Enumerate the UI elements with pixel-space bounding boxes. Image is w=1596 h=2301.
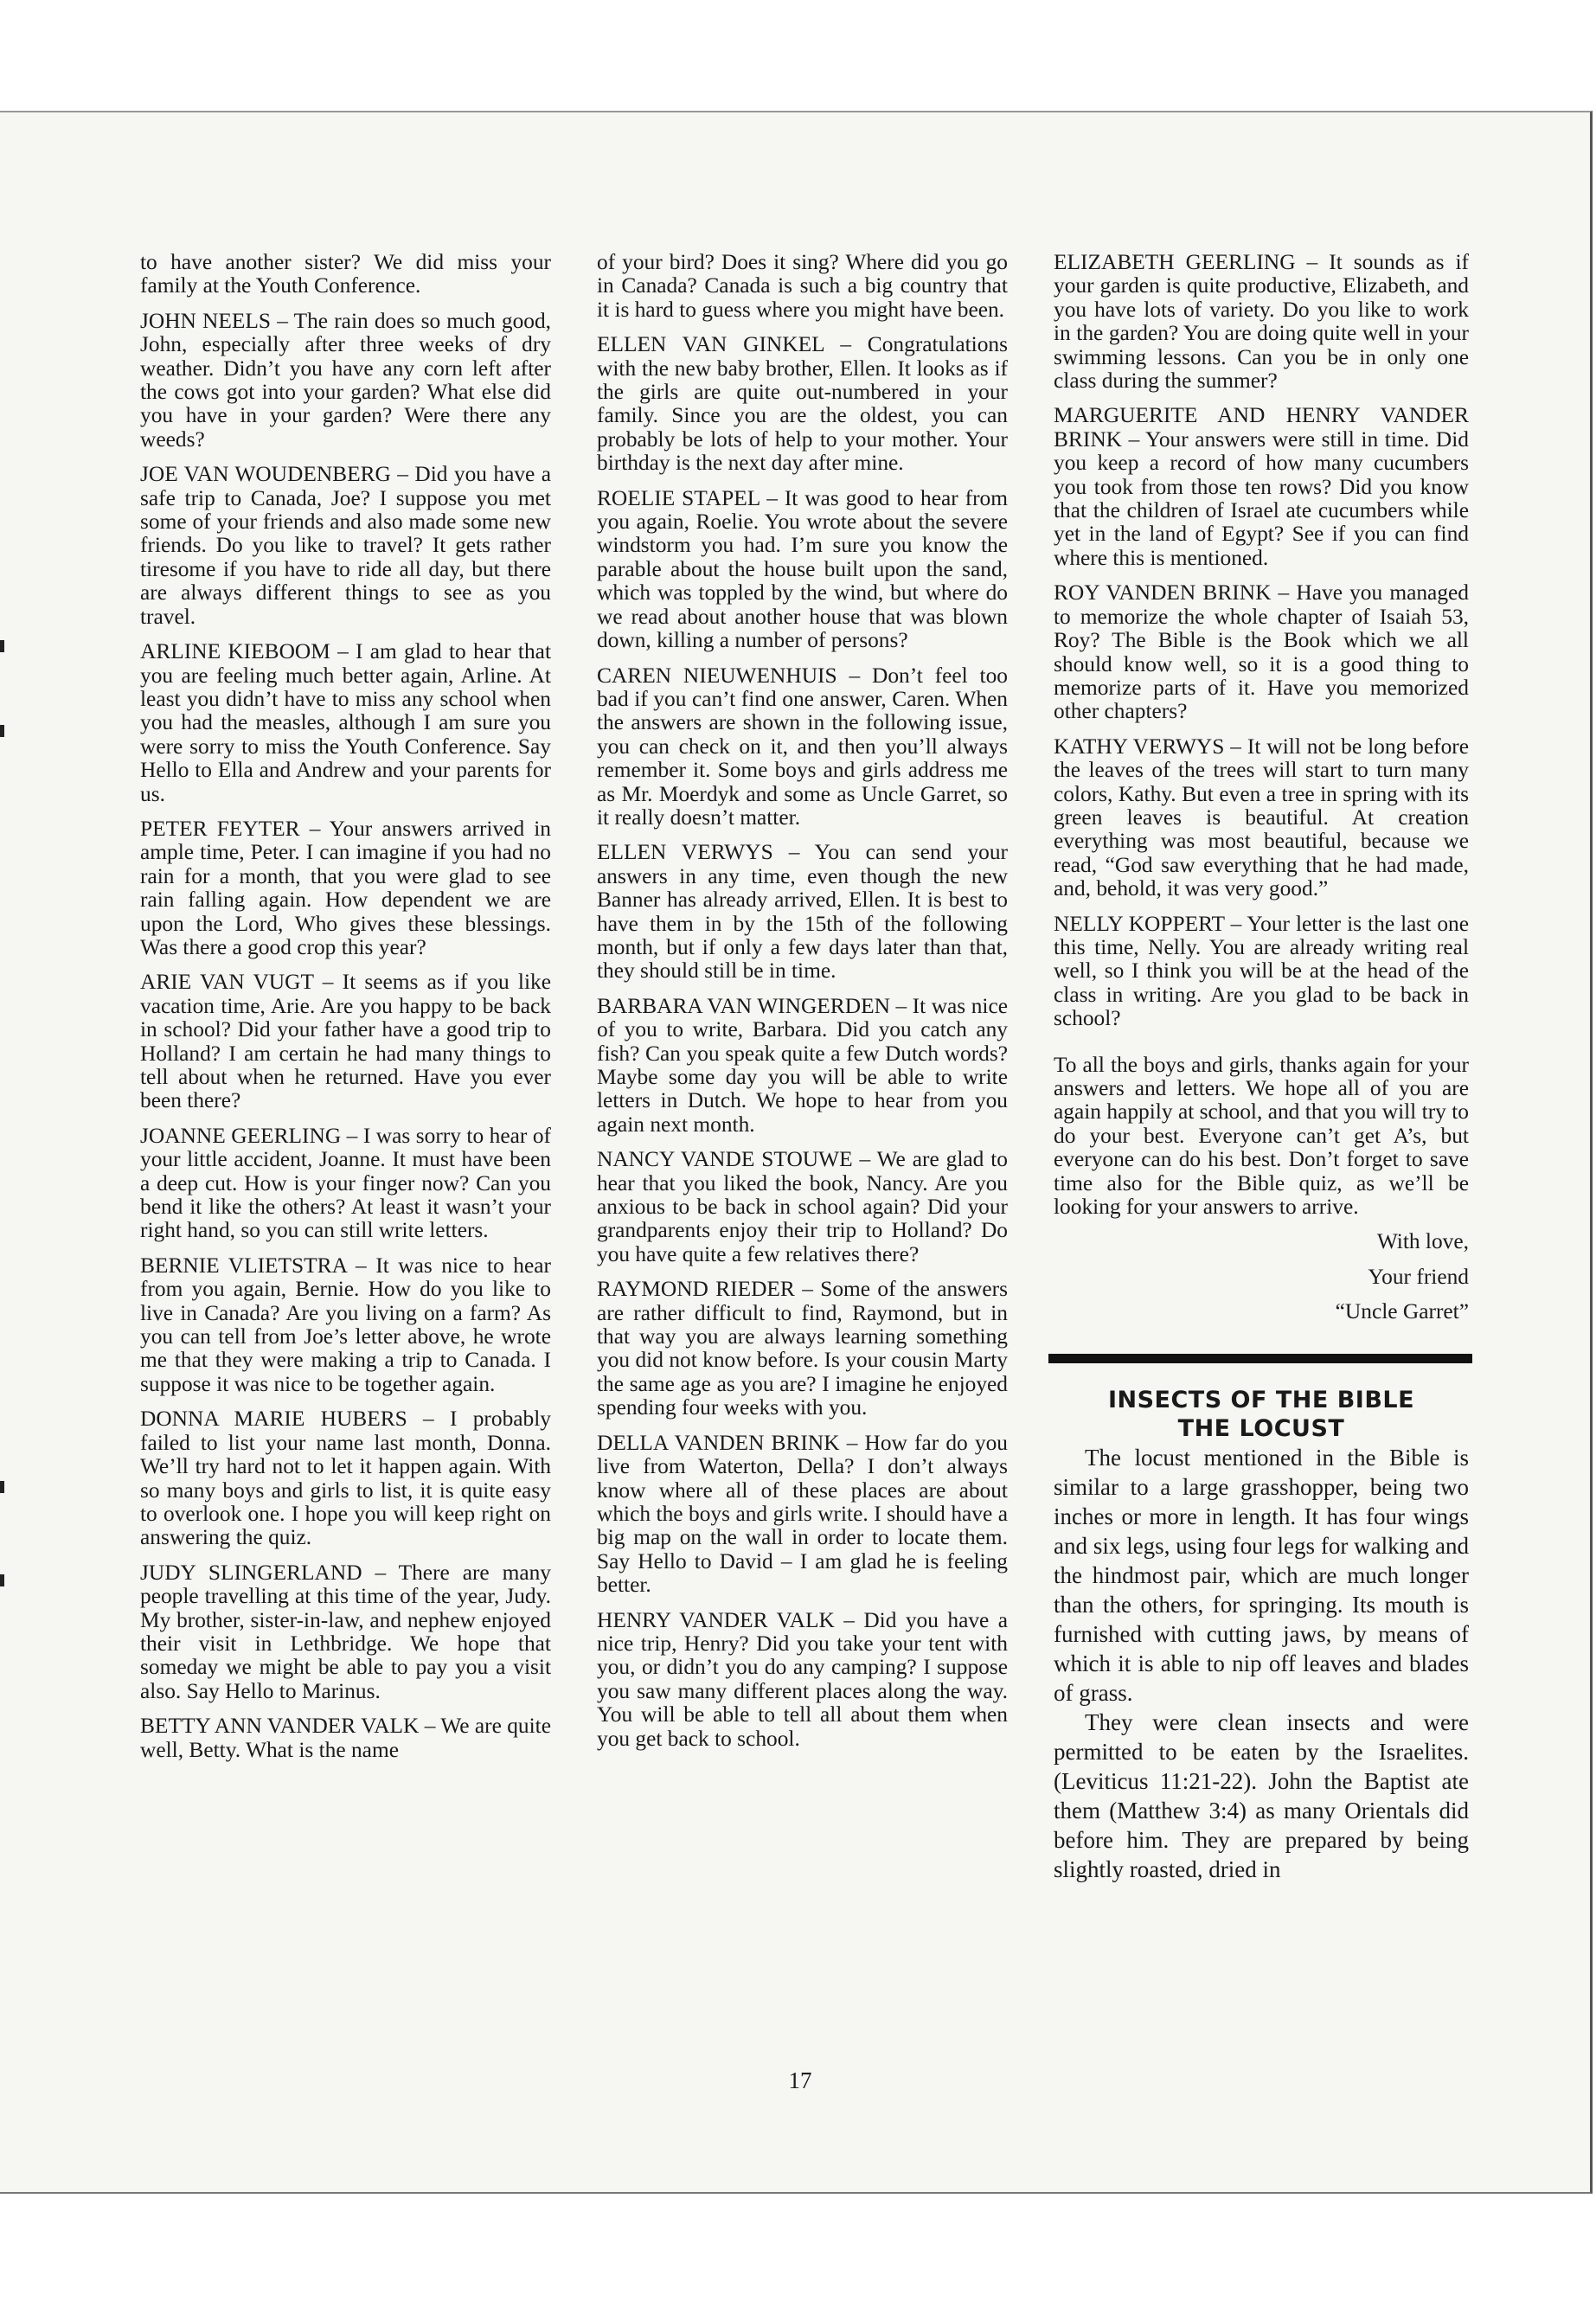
letter-reply: BETTY ANN VANDER VALK – We are quite well, Betty. What is the name — [140, 1714, 551, 1762]
letter-reply: DELLA VANDEN BRINK – How far do you live from Waterton, Della? I don’t always know where all of these places are about which the boys and girls write. I should have a big map on the wall in order to locate them. Say Hello to David – I am glad he is feeling better. — [597, 1430, 1008, 1598]
letter-reply: HENRY VANDER VALK – Did you have a nice trip, Henry? Did you take your tent with you, or didn’t you do any camping? I suppose you saw many different places along the way. You will be able to tell all about them when you get back to school. — [597, 1607, 1008, 1751]
article-body — [1054, 1443, 1469, 1884]
letter-reply: MARGUERITE AND HENRY VANDER BRINK – Your answers were still in time. Did you keep a record of how many cucumbers you took from those ten rows? Did you know that the children of Israel ate cucumbers while yet in the land of Egypt? See if you can find where this is mentioned. — [1054, 403, 1469, 570]
letter-reply: NELLY KOPPERT – Your letter is the last one this time, Nelly. You are already writing real well, so I think you will be at the head of the class in writing. Are you glad to be back in school? — [1054, 911, 1469, 1031]
letter-reply: NANCY VANDE STOUWE – We are glad to hear that you liked the book, Nancy. Are you anxious to be back in school again? Did your grandparents enjoy their trip to Holland? Do you have quite a few relatives there? — [597, 1147, 1008, 1266]
letter-reply: JUDY SLINGERLAND – There are many people travelling at this time of the year, Judy. My brother, sister-in-law, and nephew enjoyed their visit in Lethbridge. We hope that someday we might be able to pay you a visit also. Say Hello to Marinus. — [140, 1560, 551, 1703]
letter-reply: ROY VANDEN BRINK – Have you managed to memorize the whole chapter of Isaiah 53, Roy? The Bible is the Book which we all should know well, so it is a good thing to memorize parts of it. Have you memorized other chapters? — [1054, 580, 1469, 724]
column-right — [1054, 251, 1469, 1884]
letter-reply: ARIE VAN VUGT – It seems as if you like vacation time, Arie. Are you happy to be back in school? Did your father have a good trip to Holland? I am certain he had many things to tell about when he returned. Have you ever been there? — [140, 970, 551, 1113]
letter-reply: ELLEN VERWYS – You can send your answers in any time, even though the new Banner has already arrived, Ellen. It is best to have them in by the 15th of the following month, but if only a few days later than that, they should still be in time. — [597, 840, 1008, 984]
signature: “Uncle Garret” — [1335, 1299, 1469, 1324]
letter-reply: KATHY VERWYS – It will not be long before the leaves of the trees will start to turn many colors, Kathy. But even a tree in spring with its green leaves is beautiful. At creation everything was most beautiful, because we read, “God saw everything that he had made, and, behold, it was very good.” — [1054, 734, 1469, 901]
letter-reply: DONNA MARIE HUBERS – I probably failed to list your name last month, Donna. We’ll try hard not to let it happen again. With so many boys and girls to list, it is quite easy to overlook one. I hope you will keep right on answering the quiz. — [140, 1407, 551, 1550]
margin-mark — [0, 1574, 4, 1586]
letter-reply: JOE VAN WOUDENBERG – Did you have a safe trip to Canada, Joe? I suppose you met some of your friends and also made some new friends. Do you like to travel? It gets rather tiresome if you have to ride all day, but there are always different things to see as you travel. — [140, 462, 551, 629]
article-title: INSECTS OF THE BIBLE — [1107, 1386, 1415, 1413]
margin-mark — [0, 640, 4, 652]
letter-reply: ROELIE STAPEL – It was good to hear from you again, Roelie. You wrote about the severe windstorm you had. I’m sure you know the parable about the house built upon the sand, which was toppled by the wind, but where do we read about another house that was blown down, killing a number of persons? — [597, 485, 1008, 653]
letter-reply: BARBARA VAN WINGERDEN – It was nice of you to write, Barbara. Did you catch any fish? Can you speak quite a few Dutch words? Maybe some day you will be able to write letters in Dutch. We hope to hear from you again next month. — [597, 993, 1008, 1137]
article-paragraph: They were clean insects and were permitted to be eaten by the Israelites. (Leviticus 11:21-22). John the Baptist ate them (Matthew 3:4) as many Orientals did before him. They are prepared by being slightly roasted, dried in — [1054, 1708, 1469, 1882]
letter-reply: ELLEN VAN GINKEL – Congratulations with the new baby brother, Ellen. It looks as if the girls are quite out-numbered in your family. Since you are the oldest, you can probably be lots of help to your mother. Your birthday is the next day after mine. — [597, 332, 1008, 476]
letter-reply: RAYMOND RIEDER – Some of the answers are rather difficult to find, Raymond, but in that way you are always learning something you did not know before. Is your cousin Marty the same age as you are? I imagine he enjoyed spending four weeks with you. — [597, 1277, 1008, 1420]
margin-mark — [0, 725, 4, 737]
signoff-line: Your friend — [1368, 1264, 1469, 1289]
article-heading — [1054, 1386, 1469, 1443]
letter-reply: ARLINE KIEBOOM – I am glad to hear that you are feeling much better again, Arline. At least you didn’t have to miss any school when you had the measles, although I am sure you were sorry to miss the Youth Conference. Say Hello to Ella and Andrew and your parents for us. — [140, 639, 551, 806]
letter-reply: JOANNE GEERLING – I was sorry to hear of your little accident, Joanne. It must have been a deep cut. How is your finger now? Can you bend it like the others? At least it wasn’t your right hand, so you can still write letters. — [140, 1123, 551, 1243]
letter-reply: of your bird? Does it sing? Where did you go in Canada? Canada is such a big country that it is hard to guess where you might have been. — [597, 250, 1008, 322]
letter-reply: PETER FEYTER – Your answers arrived in ample time, Peter. I can imagine if you had no rain for a month, that you were glad to see rain falling again. How dependent we are upon the Lord, Who gives these blessings. Was there a good crop this year? — [140, 816, 551, 959]
letter-reply: ELIZABETH GEERLING – It sounds as if your garden is quite productive, Elizabeth, and you have lots of variety. Do you like to work in the garden? You are doing quite well in your swimming lessons. Can you be in only one class during the summer? — [1054, 250, 1469, 394]
letter-reply: CAREN NIEUWENHUIS – Don’t feel too bad if you can’t find one answer, Caren. When the answers are shown in the following issue, you can check on it, and then you’ll always remember it. Some boys and girls address me as Mr. Moerdyk and some as Uncle Garret, so it really doesn’t matter. — [597, 663, 1008, 830]
column-middle — [597, 251, 1008, 1762]
column-left — [140, 251, 551, 1773]
closing-message: To all the boys and girls, thanks again for your answers and letters. We hope all of you are again happily at school, and that you will try to do your best. Everyone can’t get A’s, but everyone can do his best. Don’t forget to save time also for the Bible quiz, as we’ll be looking for your answers to arrive. — [1054, 1052, 1469, 1220]
margin-mark — [0, 1481, 4, 1493]
letter-reply: to have another sister? We did miss your family at the Youth Conference. — [140, 250, 551, 298]
article-subtitle: THE LOCUST — [1177, 1414, 1345, 1442]
page-number: 17 — [788, 2067, 812, 2093]
signoff-line: With love, — [1376, 1229, 1469, 1254]
section-divider — [1048, 1354, 1472, 1363]
letter-reply: JOHN NEELS – The rain does so much good, John, especially after three weeks of dry weather. Didn’t you have any corn left after the cows got into your garden? What else did you have in your garden? Were there any weeds? — [140, 308, 551, 452]
article-paragraph: The locust mentioned in the Bible is similar to a large grasshopper, being two inches or more in length. It has four wings and six legs, using four legs for walking and the hindmost pair, which are much longer than the others, for springing. Its mouth is furnished with cutting jaws, by means of which it is able to nip off leaves and blades of grass. — [1054, 1444, 1469, 1706]
letter-reply: BERNIE VLIETSTRA – It was nice to hear from you again, Bernie. How do you like to live in Canada? Are you living on a farm? As you can tell from Joe’s letter above, he wrote me that they were making a trip to Canada. I suppose it was nice to be together again. — [140, 1253, 551, 1396]
